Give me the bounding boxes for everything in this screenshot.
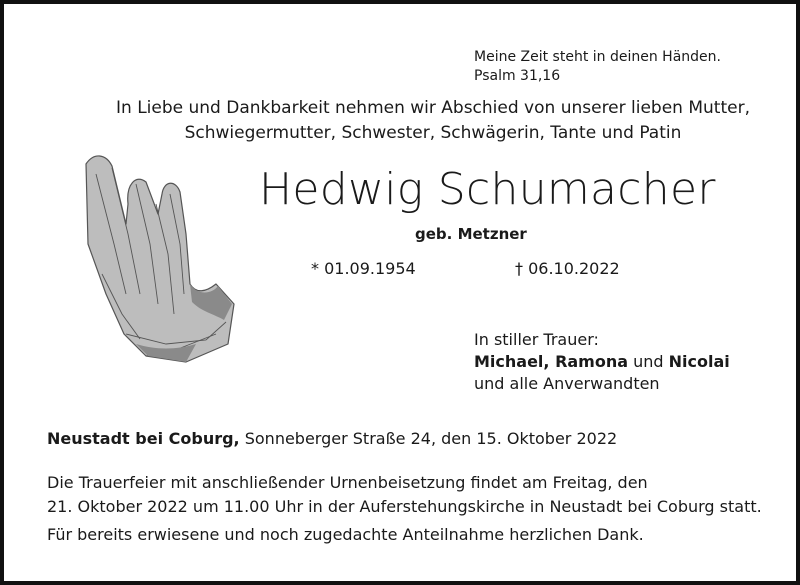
mourner-names-2: Nicolai: [668, 352, 730, 371]
maiden-name: geb. Metzner: [415, 225, 527, 243]
address-line: [47, 429, 617, 448]
verse-reference: Psalm 31,16: [474, 68, 561, 84]
intro-line-1: In Liebe und Dankbarkeit nehmen wir Abschied von unserer lieben Mutter,: [116, 98, 750, 118]
mourning-intro: In stiller Trauer:: [474, 330, 599, 349]
funeral-info: [47, 471, 762, 519]
death-date: † 06.10.2022: [515, 259, 620, 278]
intro-line-2: Schwiegermutter, Schwester, Schwägerin, Tante und Patin: [184, 123, 682, 143]
funeral-line-2: 21. Oktober 2022 um 11.00 Uhr in der Auferstehungskirche in Neustadt bei Coburg statt.: [47, 497, 762, 516]
address-place: Neustadt bei Coburg,: [47, 429, 240, 448]
funeral-line-1: Die Trauerfeier mit anschließender Urnenbeisetzung findet am Freitag, den: [47, 473, 648, 492]
praying-hands-icon: [66, 144, 236, 369]
deceased-name: Hedwig Schumacher: [259, 164, 716, 215]
mourners-names: [474, 351, 730, 373]
mourner-names-1: Michael, Ramona: [474, 352, 629, 371]
birth-date: * 01.09.1954: [311, 259, 416, 278]
address-rest: Sonneberger Straße 24, den 15. Oktober 2022: [239, 429, 618, 448]
thanks-text: Für bereits erwiesene und noch zugedachte Anteilnahme herzlichen Dank.: [47, 525, 644, 544]
verse-text: Meine Zeit steht in deinen Händen.: [474, 49, 721, 65]
mourners-others: und alle Anverwandten: [474, 374, 660, 393]
mourner-conjunction: und: [628, 352, 669, 371]
bible-verse: [474, 48, 721, 86]
intro-text: [4, 96, 796, 146]
mourners-block: [474, 329, 730, 395]
